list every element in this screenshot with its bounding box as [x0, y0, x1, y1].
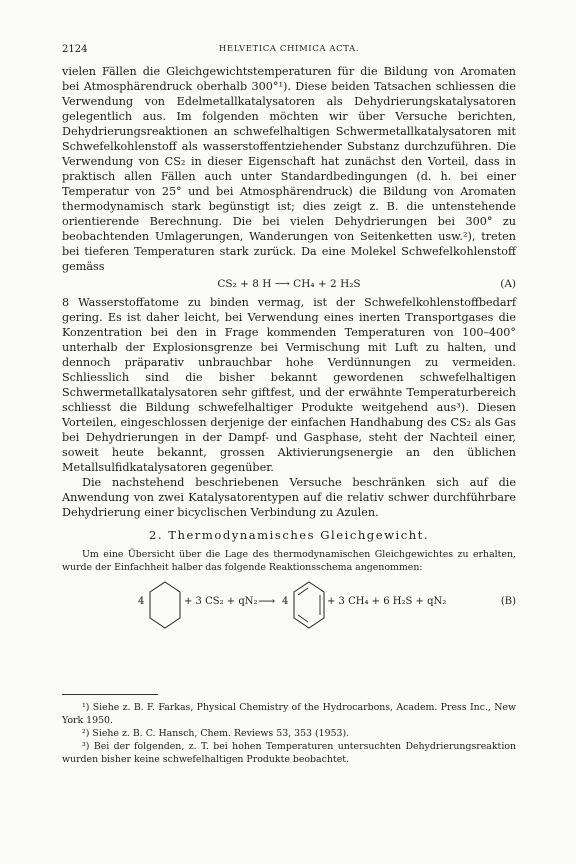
paragraph-2: 8 Wasserstoffatome zu binden vermag, ist der Schwefelkohlenstoffbedarf gering. Es ist daher leicht, bei Verwendung eines inerten Transportgases die Konzentration bei den in Frage kommenden Temperaturen von 100–400° unterhalb der Explosionsgrenze bei Vermischung mit Luft zu halten, und dennoch präparativ unbrauchbar hohe Verdünnungen zu vermeiden. Schliesslich sind die bisher bekannt gewordenen schwefelhaltigen Schwermetallkatalysatoren sehr giftfest, und der erwähnte Temperaturbereich schliesst die Bildung schwefelhaltiger Produkte weitgehend aus³). Diesen Vorteilen, eingeschlossen derjenige der einfachen Handhabung des CS₂ als Gas bei Dehydrierungen in der Dampf- und Gasphase, steht der Nachteil einer, soweit heute bekannt, grossen Aktivierungsenergie an den üblichen Metallsulfidkatalysatoren gegenüber.: [62, 296, 516, 474]
footnote-2: [62, 727, 516, 740]
footnote-1: [62, 701, 516, 727]
paragraph-4: Um eine Übersicht über die Lage des thermodynamischen Gleichgewichtes zu erhalten, wurde der Einfachheit halber das folgende Reaktionsschema angenommen:: [62, 549, 516, 573]
reaction-products-right: + 3 CH₄ + 6 H₂S + qN₂: [327, 596, 447, 607]
page: [62, 44, 516, 765]
paragraph-3: Die nachstehend beschriebenen Versuche beschränken sich auf die Anwendung von zwei Katalysatorentypen auf die relativ schwer durchführbare Dehydrierung einer bicyclischen Verbindung zu Azulen.: [62, 476, 516, 519]
reaction-reagents-left: + 3 CS₂ + qN₂: [184, 596, 258, 607]
page-number: 2124: [62, 44, 88, 55]
footnote-text: Bei der folgenden, z. T. bei hohen Temperaturen untersuchten Dehydrierungsreaktion wurden bisher keine schwefelhaltigen Produkte beobachtet.: [62, 741, 516, 765]
benzene-ring-icon: [292, 580, 326, 630]
journal-title: HELVETICA CHIMICA ACTA.: [218, 44, 360, 54]
reaction-b-label: (B): [500, 596, 516, 607]
footnote-mark: ¹): [82, 702, 90, 713]
footnote-mark: ²): [82, 728, 90, 739]
equation-a-label: (A): [500, 278, 516, 290]
footnote-text: Siehe z. B. F. Farkas, Physical Chemistry of the Hydrocarbons, Academ. Press Inc., New York 1950.: [62, 702, 516, 726]
footnote-3: [62, 740, 516, 766]
cyclohexane-ring-icon: [148, 580, 182, 630]
page-header: [62, 44, 516, 64]
reaction-coef-left: 4: [138, 596, 145, 607]
footnote-mark: ³): [82, 741, 90, 752]
footnote-text: Siehe z. B. C. Hansch, Chem. Reviews 53, 353 (1953).: [92, 728, 350, 739]
paragraph-1: vielen Fällen die Gleichgewichtstemperaturen für die Bildung von Aromaten bei Atmosphärendruck oberhalb 300°¹). Diese beiden Tatsachen schliessen die Verwendung von Edelmetallkatalysatoren als Dehydrierungskatalysatoren gelegentlich aus. Im folgenden möchten wir über Versuche berichten, Dehydrierungsreaktionen an schwefelhaltigen Schwermetallkatalysatoren mit Schwefelkohlenstoff als wasserstoffentziehender Substanz durchzuführen. Die Verwendung von CS₂ in dieser Eigenschaft hat zunächst den Vorteil, dass in praktisch allen Fällen auch unter Standardbedingungen (d. h. bei einer Temperatur von 25° und bei Atmosphärendruck) die Bildung von Aromaten thermodynamisch stark begünstigt ist; dies zeigt z. B. die untenstehende orientierende Berechnung. Die bei vielen Dehydrierungen bei 300° zu beobachtenden Umlagerungen, Wanderungen von Seitenketten usw.²), treten bei tieferen Temperaturen stark zurück. Da eine Molekel Schwefelkohlenstoff gemäss: [62, 65, 516, 273]
equation-a: [62, 275, 516, 295]
footnotes: [62, 701, 516, 766]
section-title: 2. Thermodynamisches Gleichgewicht.: [149, 528, 429, 542]
footnote-divider: [62, 694, 158, 695]
reaction-arrow: ⟶: [258, 594, 276, 608]
reaction-coef-right: 4: [282, 596, 289, 607]
equation-a-formula: CS₂ + 8 H ⟶ CH₄ + 2 H₂S: [217, 278, 361, 290]
reaction-b: [62, 578, 516, 634]
